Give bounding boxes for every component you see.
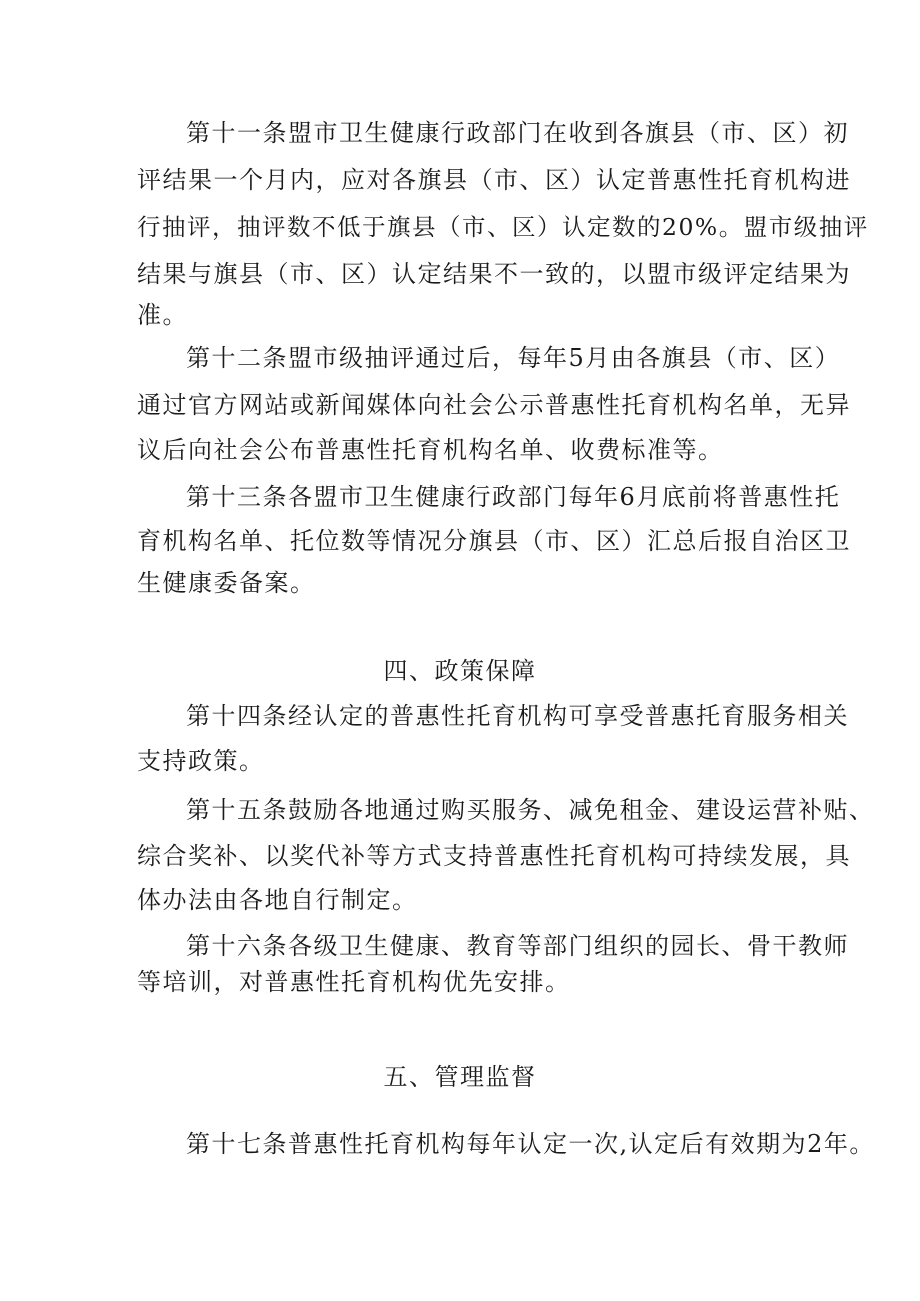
article-15-line-1: 第十五条鼓励各地通过购买服务、减免租金、建设运营补贴、 [186,796,875,824]
article-11-line-2: 评结果一个月内，应对各旗县（市、区）认定普惠性托育机构进 [137,166,851,194]
article-12-line-1: 第十二条盟市级抽评通过后，每年5月由各旗县（市、区） [186,344,841,372]
article-13-line-2: 育机构名单、托位数等情况分旗县（市、区）汇总后报自治区卫 [137,527,851,555]
article-11-line-3: 行抽评，抽评数不低于旗县（市、区）认定数的20%。盟市级抽评 [137,213,869,241]
article-11-line-1: 第十一条盟市卫生健康行政部门在收到各旗县（市、区）初 [186,119,849,147]
article-14-line-2: 支持政策。 [137,747,265,775]
section-4-title: 四、政策保障 [383,657,537,685]
article-13-line-1: 第十三条各盟市卫生健康行政部门每年6月底前将普惠性托 [186,483,841,511]
article-15-line-2: 综合奖补、以奖代补等方式支持普惠性托育机构可持续发展，具 [137,842,851,870]
article-14-line-1: 第十四条经认定的普惠性托育机构可享受普惠托育服务相关 [186,702,849,730]
article-11-line-4: 结果与旗县（市、区）认定结果不一致的，以盟市级评定结果为 [137,260,851,288]
section-5-title: 五、管理监督 [383,1063,537,1091]
article-12-line-2: 通过官方网站或新闻媒体向社会公示普惠性托育机构名单，无异 [137,391,851,419]
article-15-line-3: 体办法由各地自行制定。 [137,886,418,914]
article-13-line-3: 生健康委备案。 [137,569,316,597]
article-12-line-3: 议后向社会公布普惠性托育机构名单、收费标准等。 [137,436,724,464]
article-11-line-5: 准。 [137,301,188,329]
article-17-line-1: 第十七条普惠性托育机构每年认定一次,认定后有效期为2年。 [186,1130,875,1158]
article-16-line-1: 第十六条各级卫生健康、教育等部门组织的园长、骨干教师 [186,932,849,960]
article-16-line-2: 等培训，对普惠性托育机构优先安排。 [137,968,571,996]
